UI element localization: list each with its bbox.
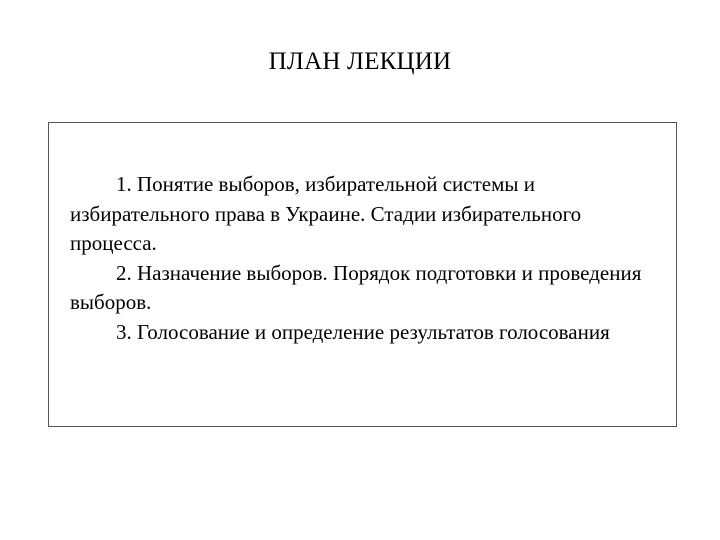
item-number: 3. <box>116 319 132 344</box>
item-text: Назначение выборов. Порядок подготовки и проведения выборов. <box>70 260 642 314</box>
list-item <box>70 318 666 348</box>
item-text: Голосование и определение результатов голосования <box>137 319 610 344</box>
lecture-plan-list <box>70 170 666 347</box>
item-number: 2. <box>116 260 132 285</box>
page-title: ПЛАН ЛЕКЦИИ <box>268 48 452 75</box>
item-number: 1. <box>116 172 132 196</box>
list-item <box>70 170 666 259</box>
item-text: Понятие выборов, избирательной системы и избирательного права в Украине. Стадии избирательного процесса. <box>70 172 582 255</box>
list-item <box>70 259 666 318</box>
